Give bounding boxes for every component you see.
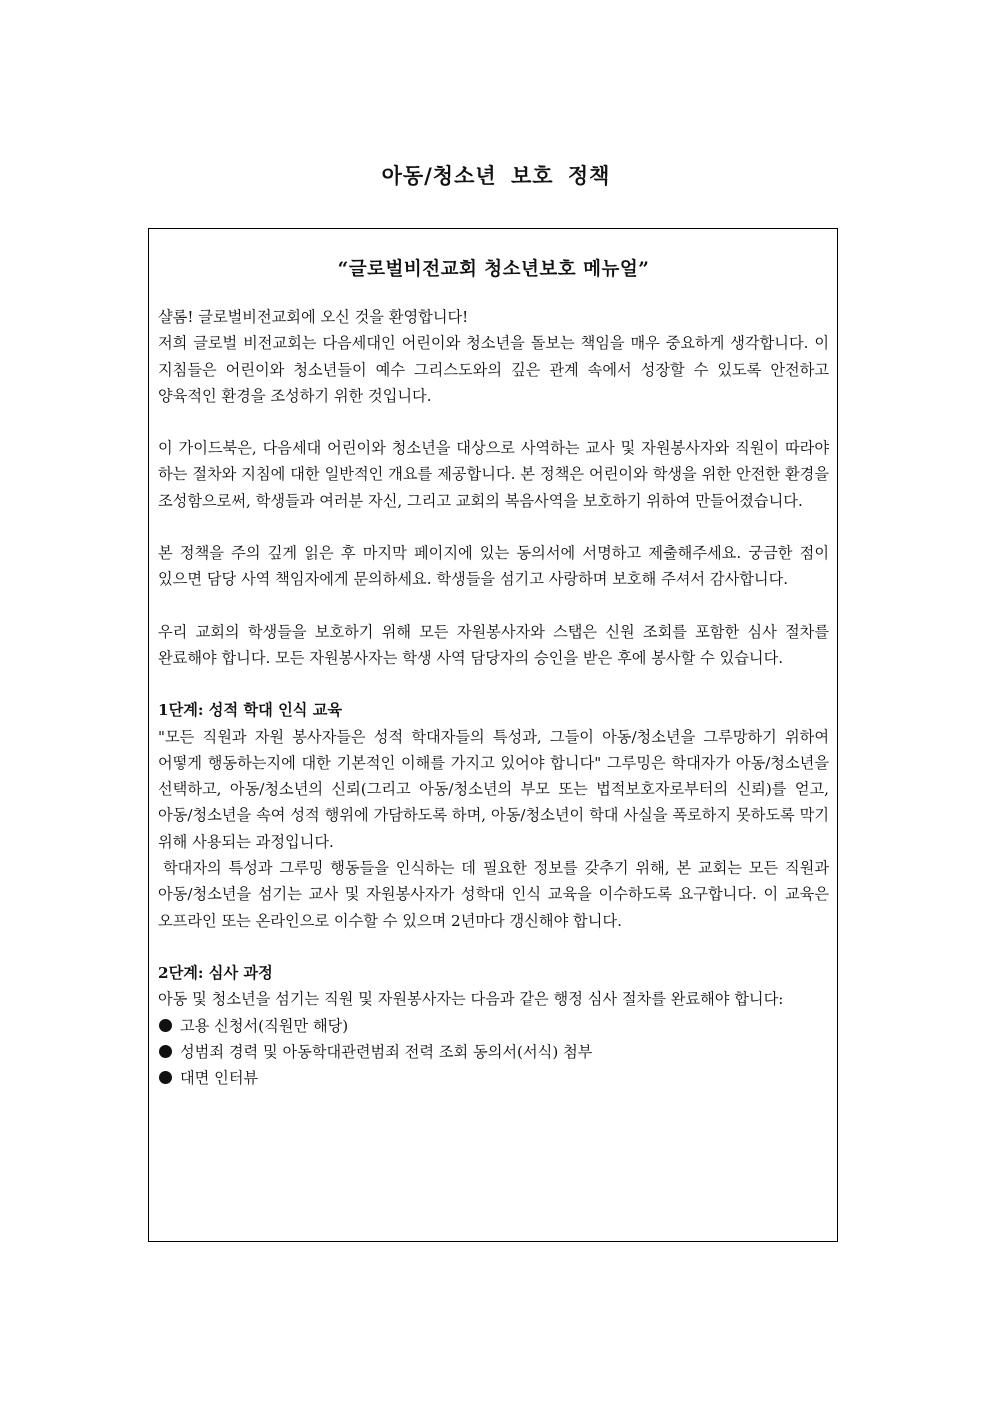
list-item-text: 성범죄 경력 및 아동학대관련범죄 전력 조회 동의서(서식) 첨부 [180, 1042, 593, 1061]
consent-request-paragraph: 본 정책을 주의 깊게 읽은 후 마지막 페이지에 있는 동의서에 서명하고 제출해주세요. 궁금한 점이 있으면 담당 사역 책임자에게 문의하세요. 학생들을 섬기고 사랑하며 보호해 주셔서 감사합니다. [158, 544, 829, 589]
bullet-icon [159, 1019, 172, 1032]
list-item-text: 대면 인터뷰 [180, 1069, 259, 1088]
bullet-icon [159, 1071, 172, 1084]
step2-body: 아동 및 청소년을 섬기는 직원 및 자원봉사자는 다음과 같은 행정 심사 절차를 완료해야 합니다: [158, 990, 784, 1009]
policy-content-box [148, 228, 838, 1242]
screening-steps-list [158, 1013, 829, 1092]
list-item [158, 1013, 829, 1039]
list-item [158, 1065, 829, 1091]
intro-paragraph: 저희 글로벌 비전교회는 다음세대인 어린이와 청소년을 돌보는 책임을 매우 중요하게 생각합니다. 이 지침들은 어린이와 청소년들이 예수 그리스도와의 깊은 관계 속에서 성장할 수 있도록 안전하고 양육적인 환경을 조성하기 위한 것입니다. [158, 334, 829, 405]
list-item [158, 1039, 829, 1065]
guidebook-paragraph: 이 가이드북은, 다음세대 어린이와 청소년을 대상으로 사역하는 교사 및 자원봉사자와 직원이 따라야 하는 절차와 지침에 대한 일반적인 개요를 제공합니다. 본 정책은 어린이와 학생을 위한 안전한 환경을 조성함으로써, 학생들과 여러분 자신, 그리고 교회의 복음사역을 보호하기 위하여 만들어졌습니다. [158, 439, 829, 510]
step1-body: "모든 직원과 자원 봉사자들은 성적 학대자들의 특성과, 그들이 아동/청소년을 그루망하기 위하여 어떻게 행동하는지에 대한 기본적인 이해를 가지고 있어야 합니다" 그루밍은 학대자가 아동/청소년을 선택하고, 아동/청소년의 신뢰(그리고 아동/청소년의 부모 또는 법적보호자로부터의 신뢰)를 얻고, 아동/청소년을 속여 성적 행위에 가담하도록 하며, 아동/청소년이 학대 사실을 폭로하지 못하도록 막기 위해 사용되는 과정입니다. [158, 727, 829, 851]
step1-heading: 1단계: 성적 학대 인식 교육 [158, 701, 343, 720]
step1-body-continued: 학대자의 특성과 그루밍 행동들을 인식하는 데 필요한 정보를 갖추기 위해, 본 교회는 모든 직원과 아동/청소년을 섬기는 교사 및 자원봉사자가 성학대 인식 교육을 이수하도록 요구합니다. 이 교육은 오프라인 또는 온라인으로 이수할 수 있으며 2년마다 갱신해야 합니다. [158, 859, 829, 930]
screening-note-paragraph: 우리 교회의 학생들을 보호하기 위해 모든 자원봉사자와 스탭은 신원 조회를 포함한 심사 절차를 완료해야 합니다. 모든 자원봉사자는 학생 사역 담당자의 승인을 받은 후에 봉사할 수 있습니다. [158, 622, 829, 667]
greeting-text: 샬롬! 글로벌비전교회에 오신 것을 환영합니다! [158, 308, 469, 326]
manual-title: “글로벌비전교회 청소년보호 메뉴얼” [337, 259, 650, 280]
list-item-text: 고용 신청서(직원만 해당) [180, 1016, 349, 1035]
bullet-icon [159, 1045, 172, 1058]
step2-heading: 2단계: 심사 과정 [158, 963, 273, 982]
page-title: 아동/청소년 보호 정책 [381, 163, 611, 188]
